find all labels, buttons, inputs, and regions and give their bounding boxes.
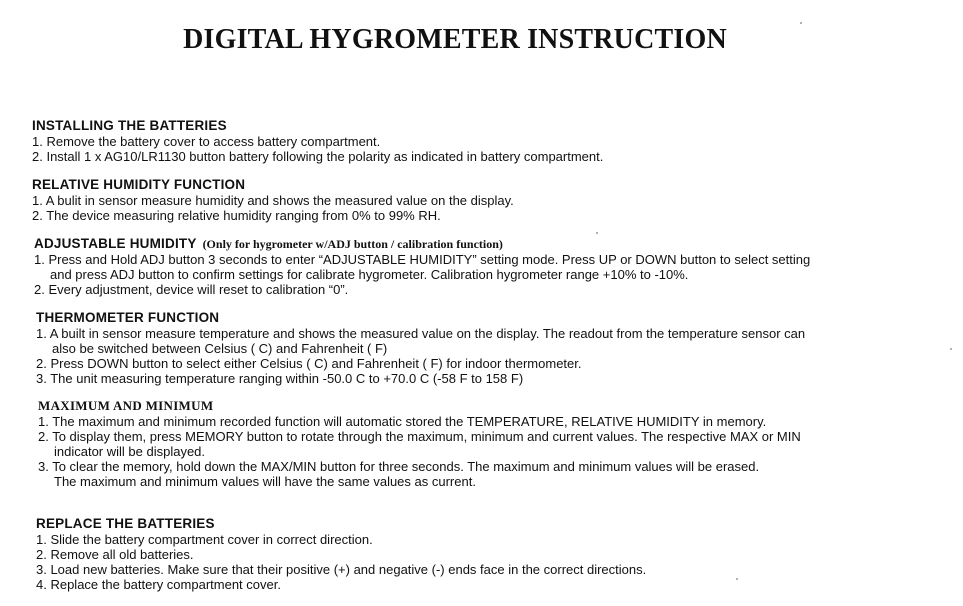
section-adjustable-humidity [34, 236, 914, 297]
section-heading: RELATIVE HUMIDITY FUNCTION [32, 177, 246, 192]
section-heading: THERMOMETER FUNCTION [36, 310, 220, 325]
instruction-line: 3. To clear the memory, hold down the MAX/MIN button for three seconds. The maximum and minimum values will be erased. [38, 459, 760, 474]
section-thermometer [36, 310, 916, 386]
section-replace-batteries [36, 516, 916, 592]
section-maximum-minimum [38, 398, 918, 489]
instruction-line: 2. Remove all old batteries. [36, 547, 194, 562]
instruction-line: 4. Replace the battery compartment cover. [36, 577, 281, 592]
section-heading-note: (Only for hygrometer w/ADJ button / calibration function) [202, 237, 503, 251]
instruction-line: 3. Load new batteries. Make sure that their positive (+) and negative (-) ends face in the correct directions. [36, 562, 647, 577]
section-heading: REPLACE THE BATTERIES [36, 516, 215, 531]
scan-speck [736, 578, 738, 580]
section-heading: INSTALLING THE BATTERIES [32, 118, 227, 133]
instruction-line: 2. Install 1 x AG10/LR1130 button battery following the polarity as indicated in battery compartment. [32, 149, 604, 164]
document-title: DIGITAL HYGROMETER INSTRUCTION [183, 24, 727, 55]
instruction-line: 2. Press DOWN button to select either Celsius ( C) and Fahrenheit ( F) for indoor thermometer. [36, 356, 582, 371]
scan-speck [800, 22, 802, 24]
instruction-line: 1. The maximum and minimum recorded function will automatic stored the TEMPERATURE, RELATIVE HUMIDITY in memory. [38, 414, 767, 429]
instruction-line: also be switched between Celsius ( C) and Fahrenheit ( F) [52, 341, 388, 356]
instruction-line: 1. Remove the battery cover to access battery compartment. [32, 134, 381, 149]
section-heading [34, 236, 914, 252]
section-installing-batteries [32, 118, 912, 164]
scan-speck [596, 232, 598, 234]
instruction-line: 1. A built in sensor measure temperature and shows the measured value on the display. The readout from the temperature sensor can [36, 326, 806, 341]
instruction-line: 1. Press and Hold ADJ button 3 seconds to enter “ADJUSTABLE HUMIDITY” setting mode. Press UP or DOWN button to select setting [34, 252, 811, 267]
scan-speck [950, 348, 952, 350]
instruction-line: The maximum and minimum values will have the same values as current. [54, 474, 476, 489]
instruction-line: 1. A bulit in sensor measure humidity and shows the measured value on the display. [32, 193, 514, 208]
instruction-line: indicator will be displayed. [54, 444, 206, 459]
section-relative-humidity [32, 177, 912, 223]
section-heading-text: ADJUSTABLE HUMIDITY [34, 236, 197, 251]
section-heading: MAXIMUM AND MINIMUM [38, 398, 214, 413]
instruction-line: 3. The unit measuring temperature ranging within -50.0 C to +70.0 C (-58 F to 158 F) [36, 371, 524, 386]
instruction-line: 2. The device measuring relative humidity ranging from 0% to 99% RH. [32, 208, 441, 223]
instruction-line: 2. Every adjustment, device will reset to calibration “0”. [34, 282, 349, 297]
instruction-line: and press ADJ button to confirm settings for calibrate hygrometer. Calibration hygrometer range +10% to -10%. [50, 267, 689, 282]
instruction-line: 2. To display them, press MEMORY button to rotate through the maximum, minimum and current values. The respective MAX or MIN [38, 429, 801, 444]
instruction-line: 1. Slide the battery compartment cover in correct direction. [36, 532, 373, 547]
